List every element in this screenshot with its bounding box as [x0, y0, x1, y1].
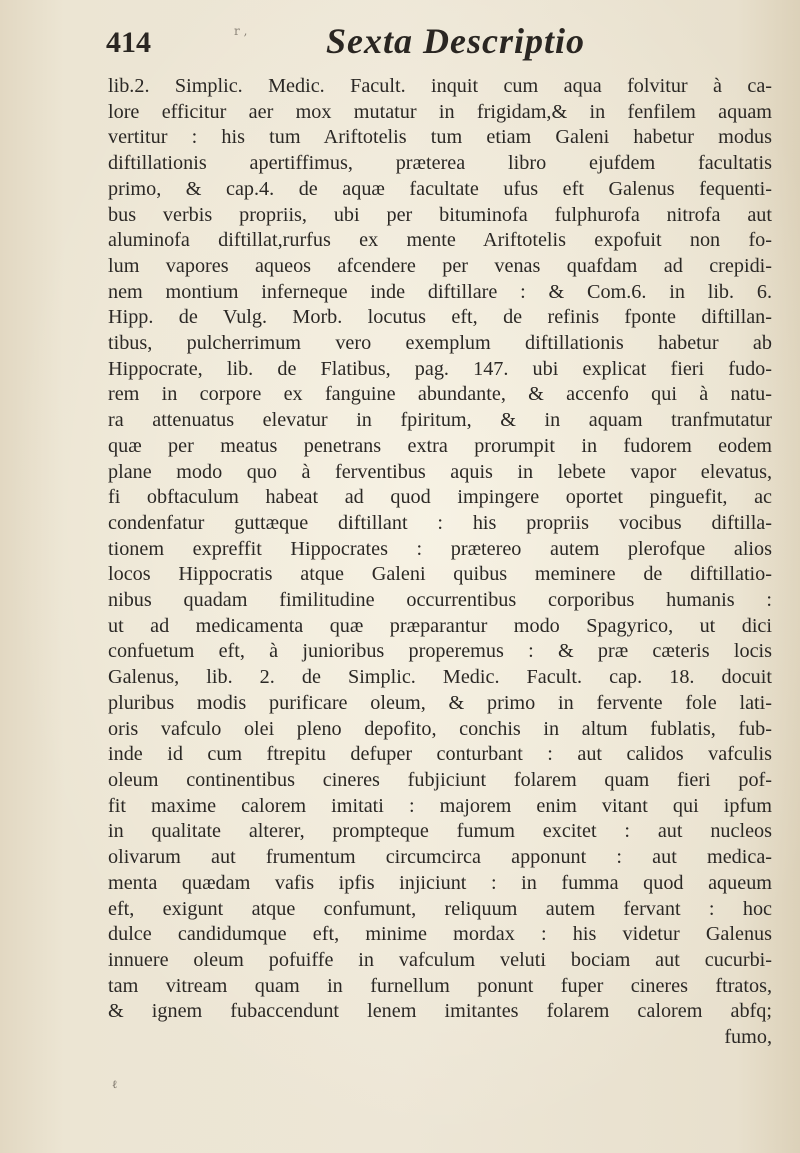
text-line: condenfatur guttæque diftillant : his propriis vocibus diftilla-	[108, 511, 772, 534]
text-line: oris vafculo olei pleno depofito, conchis in altum fublatis, fub-	[108, 717, 772, 740]
text-line: vertitur : his tum Ariftotelis tum etiam Galeni habetur modus	[108, 126, 772, 149]
text-line: bus verbis propriis, ubi per bituminofa fulphurofa nitrofa aut	[108, 203, 772, 226]
text-line: ra attenuatus elevatur in fpiritum, & in aquam tranfmutatur	[108, 409, 772, 432]
text-line: fi obftaculum habeat ad quod impingere oportet pinguefit, ac	[108, 486, 772, 509]
text-line: tibus, pulcherrimum vero exemplum diftillationis habetur ab	[108, 332, 772, 355]
text-line: plane modo quo à ferventibus aquis in lebete vapor elevatus,	[108, 460, 772, 483]
text-line: lore efficitur aer mox mutatur in frigidam,& in fenfilem aquam	[108, 100, 772, 123]
text-line: tam vitream quam in furnellum ponunt fuper cineres ftratos,	[108, 974, 772, 997]
text-line: tionem expreffit Hippocrates : prætereo autem plerofque alios	[108, 537, 772, 560]
text-line: lib.2. Simplic. Medic. Facult. inquit cum aqua folvitur à ca-	[108, 75, 772, 97]
text-line: pluribus modis purificare oleum, & primo in fervente fole lati-	[108, 691, 772, 714]
corner-marks: r ‚	[234, 24, 248, 38]
margin-mark: ℓ	[112, 1078, 118, 1091]
text-line: ut ad medicamenta quæ præparantur modo Spagyrico, ut dici	[108, 614, 772, 637]
catchword: fumo,	[724, 1026, 772, 1049]
running-title: Sexta Descriptio	[326, 21, 585, 61]
body-text	[108, 74, 772, 1051]
text-line: quæ per meatus penetrans extra prorumpit in fudorem eodem	[108, 434, 772, 457]
text-line: aluminofa diftillat,rurfus ex mente Ariftotelis expofuit non fo-	[108, 229, 772, 252]
text-line: eft, exigunt atque confumunt, reliquum autem fervant : hoc	[108, 897, 772, 920]
text-line: diftillationis apertiffimus, præterea libro ejufdem facultatis	[108, 152, 772, 175]
text-line: nem montium inferneque inde diftillare : & Com.6. in lib. 6.	[108, 280, 772, 303]
text-line: locos Hippocratis atque Galeni quibus meminere de diftillatio-	[108, 563, 772, 586]
text-line: Hipp. de Vulg. Morb. locutus eft, de refinis fponte diftillan-	[108, 306, 772, 329]
text-line: confuetum eft, à junioribus properemus : & præ cæteris locis	[108, 640, 772, 663]
text-line: nibus quadam fimilitudine occurrentibus corporibus humanis :	[108, 589, 772, 612]
text-line: inde id cum ftrepitu defuper conturbant : aut calidos vafculis	[108, 743, 772, 766]
page-header	[106, 18, 766, 70]
text-line: primo, & cap.4. de aquæ facultate ufus eft Galenus fequenti-	[108, 177, 772, 200]
text-line: & ignem fubaccendunt lenem imitantes folarem calorem abfq;	[108, 1000, 772, 1023]
text-line: in qualitate alterer, prompteque fumum excitet : aut nucleos	[108, 820, 772, 843]
text-line: fit maxime calorem imitati : majorem enim vitant qui ipfum	[108, 794, 772, 817]
text-line: menta quædam vafis ipfis injiciunt : in fumma quod aqueum	[108, 871, 772, 894]
text-line: dulce candidumque eft, minime mordax : his videtur Galenus	[108, 923, 772, 946]
text-line: Galenus, lib. 2. de Simplic. Medic. Facult. cap. 18. docuit	[108, 666, 772, 689]
text-line: lum vapores aqueos afcendere per venas quafdam ad crepidi-	[108, 254, 772, 277]
text-line: olivarum aut frumentum circumcirca apponunt : aut medica-	[108, 846, 772, 869]
page-number: 414	[106, 26, 151, 59]
text-line: rem in corpore ex fanguine abundante, & accenfo qui à natu-	[108, 383, 772, 406]
text-line: Hippocrate, lib. de Flatibus, pag. 147. ubi explicat fieri fudo-	[108, 357, 772, 380]
text-line: innuere oleum pofuiffe in vafculum veluti bociam aut cucurbi-	[108, 948, 772, 971]
text-line: oleum continentibus cineres fubjiciunt folarem quam fieri pof-	[108, 768, 772, 791]
